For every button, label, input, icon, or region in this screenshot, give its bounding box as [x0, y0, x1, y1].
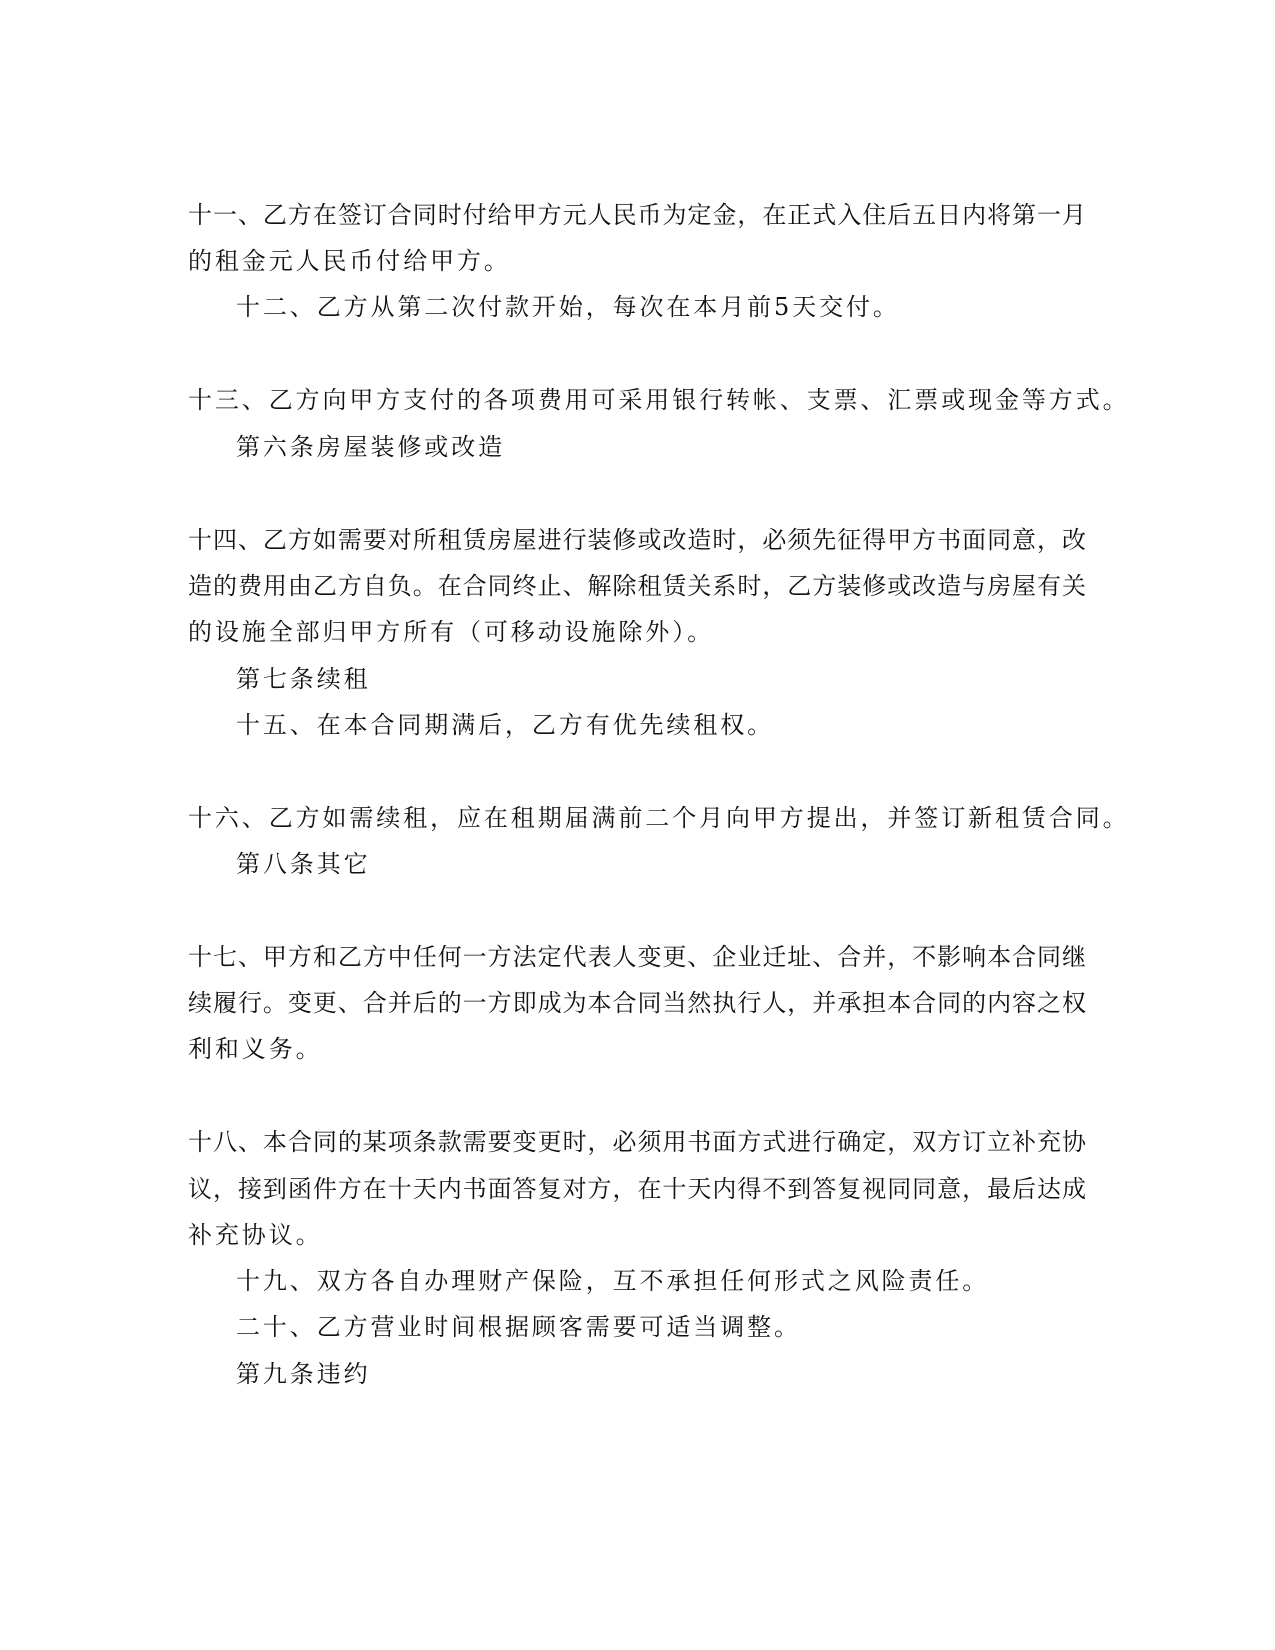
- clause-19: 十九、双方各自办理财产保险，互不承担任何形式之风险责任。: [236, 1267, 990, 1295]
- clause-13: 十三、乙方向甲方支付的各项费用可采用银行转帐、支票、汇票或现金等方式。: [188, 386, 1130, 414]
- article-6-heading: 第六条房屋装修或改造: [236, 433, 505, 461]
- clause-20: 二十、乙方营业时间根据顾客需要可适当调整。: [236, 1313, 801, 1341]
- clause-14-line-1: 十四、乙方如需要对所租赁房屋进行装修或改造时，必须先征得甲方书面同意，改: [188, 526, 1086, 554]
- clause-17-line-2: 续履行。变更、合并后的一方即成为本合同当然执行人，并承担本合同的内容之权: [188, 989, 1086, 1017]
- clause-17-line-1: 十七、甲方和乙方中任何一方法定代表人变更、企业迁址、合并，不影响本合同继: [188, 943, 1086, 971]
- article-7-heading: 第七条续租: [236, 665, 371, 693]
- article-8-heading: 第八条其它: [236, 850, 371, 878]
- clause-18-line-3: 补充协议。: [188, 1221, 323, 1249]
- article-9-heading: 第九条违约: [236, 1360, 371, 1388]
- clause-16: 十六、乙方如需续租，应在租期届满前二个月向甲方提出，并签订新租赁合同。: [188, 804, 1130, 832]
- clause-11-line-2: 的租金元人民币付给甲方。: [188, 247, 511, 275]
- clause-18-line-2: 议，接到函件方在十天内书面答复对方，在十天内得不到答复视同同意，最后达成: [188, 1175, 1086, 1203]
- clause-18-line-1: 十八、本合同的某项条款需要变更时，必须用书面方式进行确定，双方订立补充协: [188, 1128, 1086, 1156]
- clause-14-line-2: 造的费用由乙方自负。在合同终止、解除租赁关系时，乙方装修或改造与房屋有关: [188, 572, 1086, 600]
- clause-15: 十五、在本合同期满后，乙方有优先续租权。: [236, 711, 774, 739]
- clause-17-line-3: 利和义务。: [188, 1035, 323, 1063]
- clause-14-line-3: 的设施全部归甲方所有（可移动设施除外）。: [188, 618, 714, 646]
- clause-12: 十二、乙方从第二次付款开始，每次在本月前5天交付。: [236, 293, 900, 321]
- clause-11-line-1: 十一、乙方在签订合同时付给甲方元人民币为定金，在正式入住后五日内将第一月: [188, 201, 1086, 229]
